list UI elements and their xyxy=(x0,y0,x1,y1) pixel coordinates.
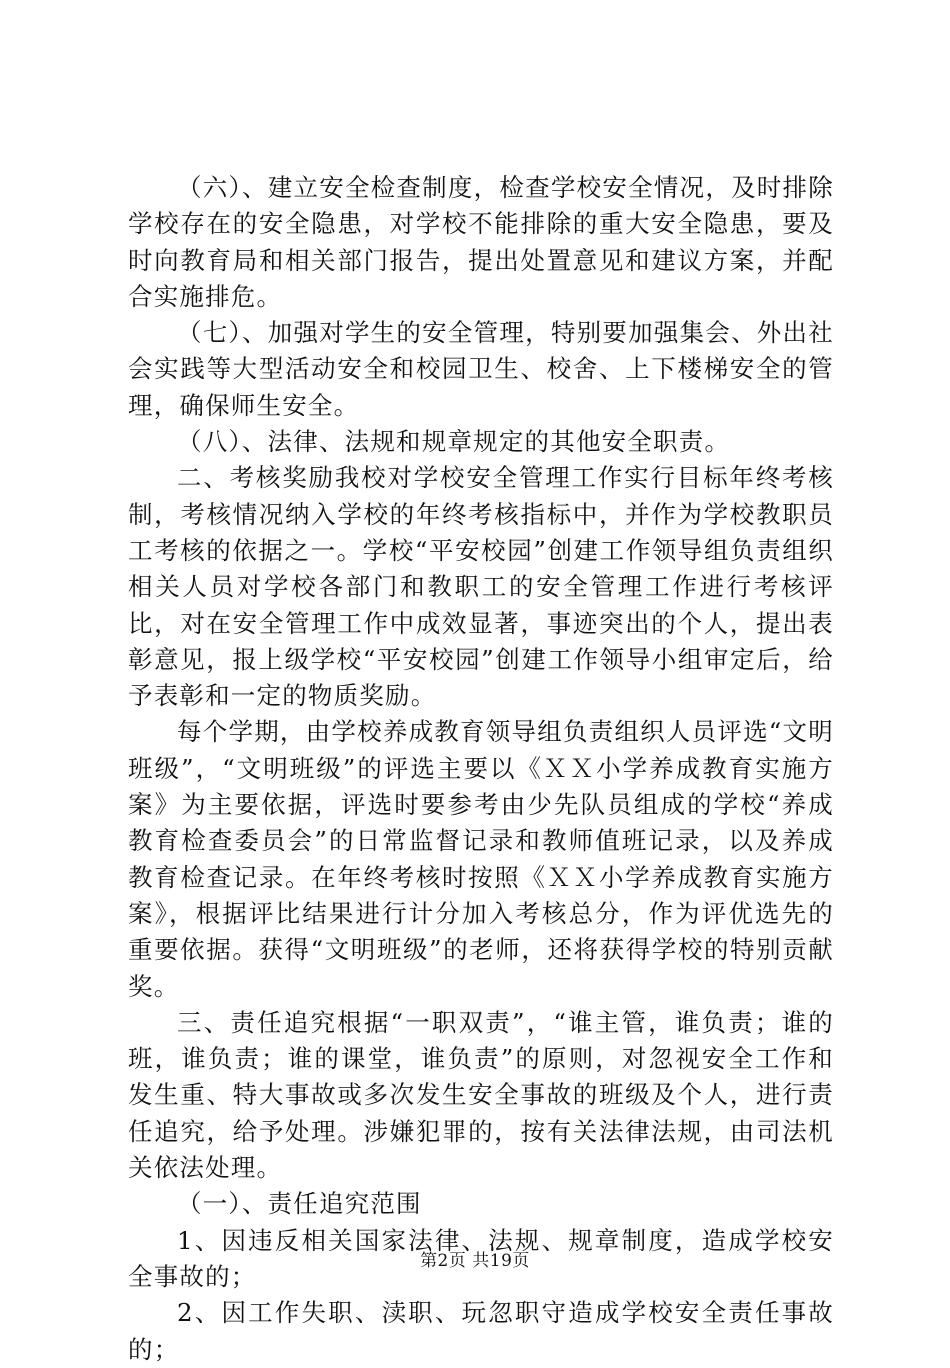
document-body xyxy=(128,170,834,1368)
paragraph-assessment-reward: 二、考核奖励我校对学校安全管理工作实行目标年终考核制，考核情况纳入学校的年终考核指标中，并作为学校教职员工考核的依据之一。学校“平安校园”创建工作领导组负责组织相关人员对学校各部门和教职工的安全管理工作进行考核评比，对在安全管理工作中成效显著，事迹突出的个人，提出表彰意见，报上级学校“平安校园”创建工作领导小组审定后，给予表彰和一定的物质奖励。 xyxy=(128,463,834,711)
paragraph-safety-inspection: （六）、建立安全检查制度，检查学校安全情况，及时排除学校存在的安全隐患，对学校不能排除的重大安全隐患，要及时向教育局和相关部门报告，提出处置意见和建议方案，并配合实施排危。 xyxy=(128,173,834,311)
paragraph-student-safety: （七）、加强对学生的安全管理，特别要加强集会、外出社会实践等大型活动安全和校园卫生、校舍、上下楼梯安全的管理，确保师生安全。 xyxy=(128,318,834,420)
paragraph-scope-item-2: 2、因工作失职、渎职、玩忽职守造成学校安全责任事故的； xyxy=(128,1298,834,1364)
paragraph-civilized-class: 每个学期，由学校养成教育领导组负责组织人员评选“文明班级”，“文明班级”的评选主要以《ＸＸ小学养成教育实施方案》为主要依据，评选时要参考由少先队员组成的学校“养成教育检查委员会”的日常监督记录和教师值班记录，以及养成教育检查记录。在年终考核时按照《ＸＸ小学养成教育实施方案》，根据评比结果进行计分加入考核总分，作为评优选先的重要依据。获得“文明班级”的老师，还将获得学校的特别贡献奖。 xyxy=(128,717,834,1001)
paragraph-accountability-scope-heading: （一）、责任追究范围 xyxy=(177,1189,422,1219)
page-number-footer: 第2页 共19页 xyxy=(420,1251,530,1271)
paragraph-scope-item-1: 1、因违反相关国家法律、法规、规章制度，造成学校安全事故的； xyxy=(128,1225,834,1291)
paragraph-other-duties: （八）、法律、法规和规章规定的其他安全职责。 xyxy=(177,427,731,457)
paragraph-accountability: 三、责任追究根据“一职双责”，“谁主管，谁负责；谁的班，谁负责；谁的课堂，谁负责”的原则，对忽视安全工作和发生重、特大事故或多次发生安全事故的班级及个人，进行责任追究，给予处理。涉嫌犯罪的，按有关法律法规，由司法机关依法处理。 xyxy=(128,1007,834,1183)
